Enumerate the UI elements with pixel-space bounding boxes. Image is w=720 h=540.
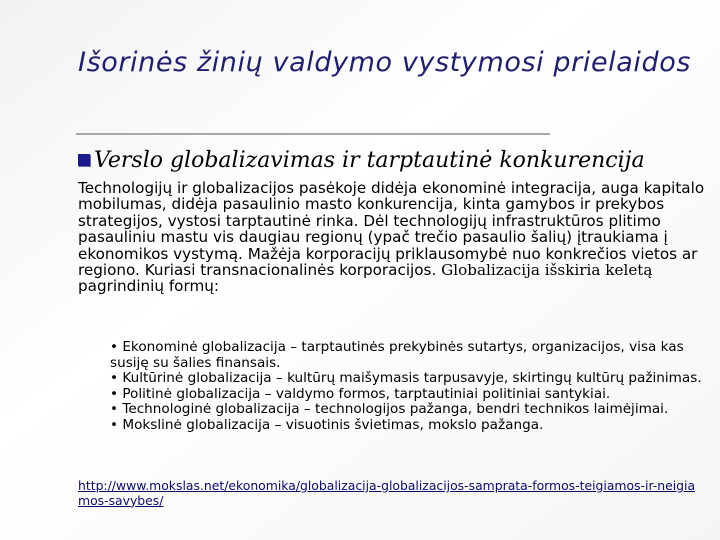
list-item: • Politinė globalizacija – valdymo formos, tarptautiniai politiniai santykiai. — [110, 385, 611, 402]
body-paragraph — [78, 180, 706, 295]
list-item: • Kultūrinė globalizacija – kultūrų maišymasis tarpusavyje, skirtingų kultūrų pažinimas. — [110, 370, 702, 387]
list-item: • Ekonominė globalizacija – tarptautinės prekybinės sutartys, organizacijos, visa kas susiję su šalies finansais. — [110, 339, 684, 371]
paragraph-main: Technologijų ir globalizacijos pasėkoje didėja ekonominė integracija, auga kapitalo mobilumas, didėja pasaulinio masto konkurencija, kinta gamybos ir prekybos strategijos, vystosi tarptautinė rinka. Dėl technologijų infrastruktūros plitimo pasauliniu mastu vis daugiau regionų (ypač trečio pasaulio šalių) įtraukiama į ekonomikos vystymą. Mažėja korporacijų priklausomybė nuo konkrečios vietos ar regiono. Kuriasi transnacionalinės korporacijos. — [78, 179, 705, 280]
title-divider — [76, 133, 550, 135]
globalization-forms-list — [110, 340, 710, 434]
section-heading — [78, 146, 718, 176]
source-link[interactable]: http://www.mokslas.net/ekonomika/globalizacija-globalizacijos-samprata-formos-teigiamos-ir-neigiamos-savybes/ — [78, 478, 696, 508]
square-bullet-icon — [78, 154, 90, 166]
paragraph-tail: pagrindinių formų: — [78, 277, 219, 296]
list-item: • Mokslinė globalizacija – visuotinis švietimas, mokslo pažanga. — [110, 416, 544, 433]
paragraph-serif-part: Globalizacija išskiria keletą — [436, 261, 653, 280]
section-heading-text: Verslo globalizavimas ir tarptautinė konkurencija — [94, 148, 645, 173]
slide-title: Išorinės žinių valdymo vystymosi prielaidos — [78, 47, 692, 78]
list-item: • Technologinė globalizacija – technologijos pažanga, bendri technikos laimėjimai. — [110, 401, 669, 418]
